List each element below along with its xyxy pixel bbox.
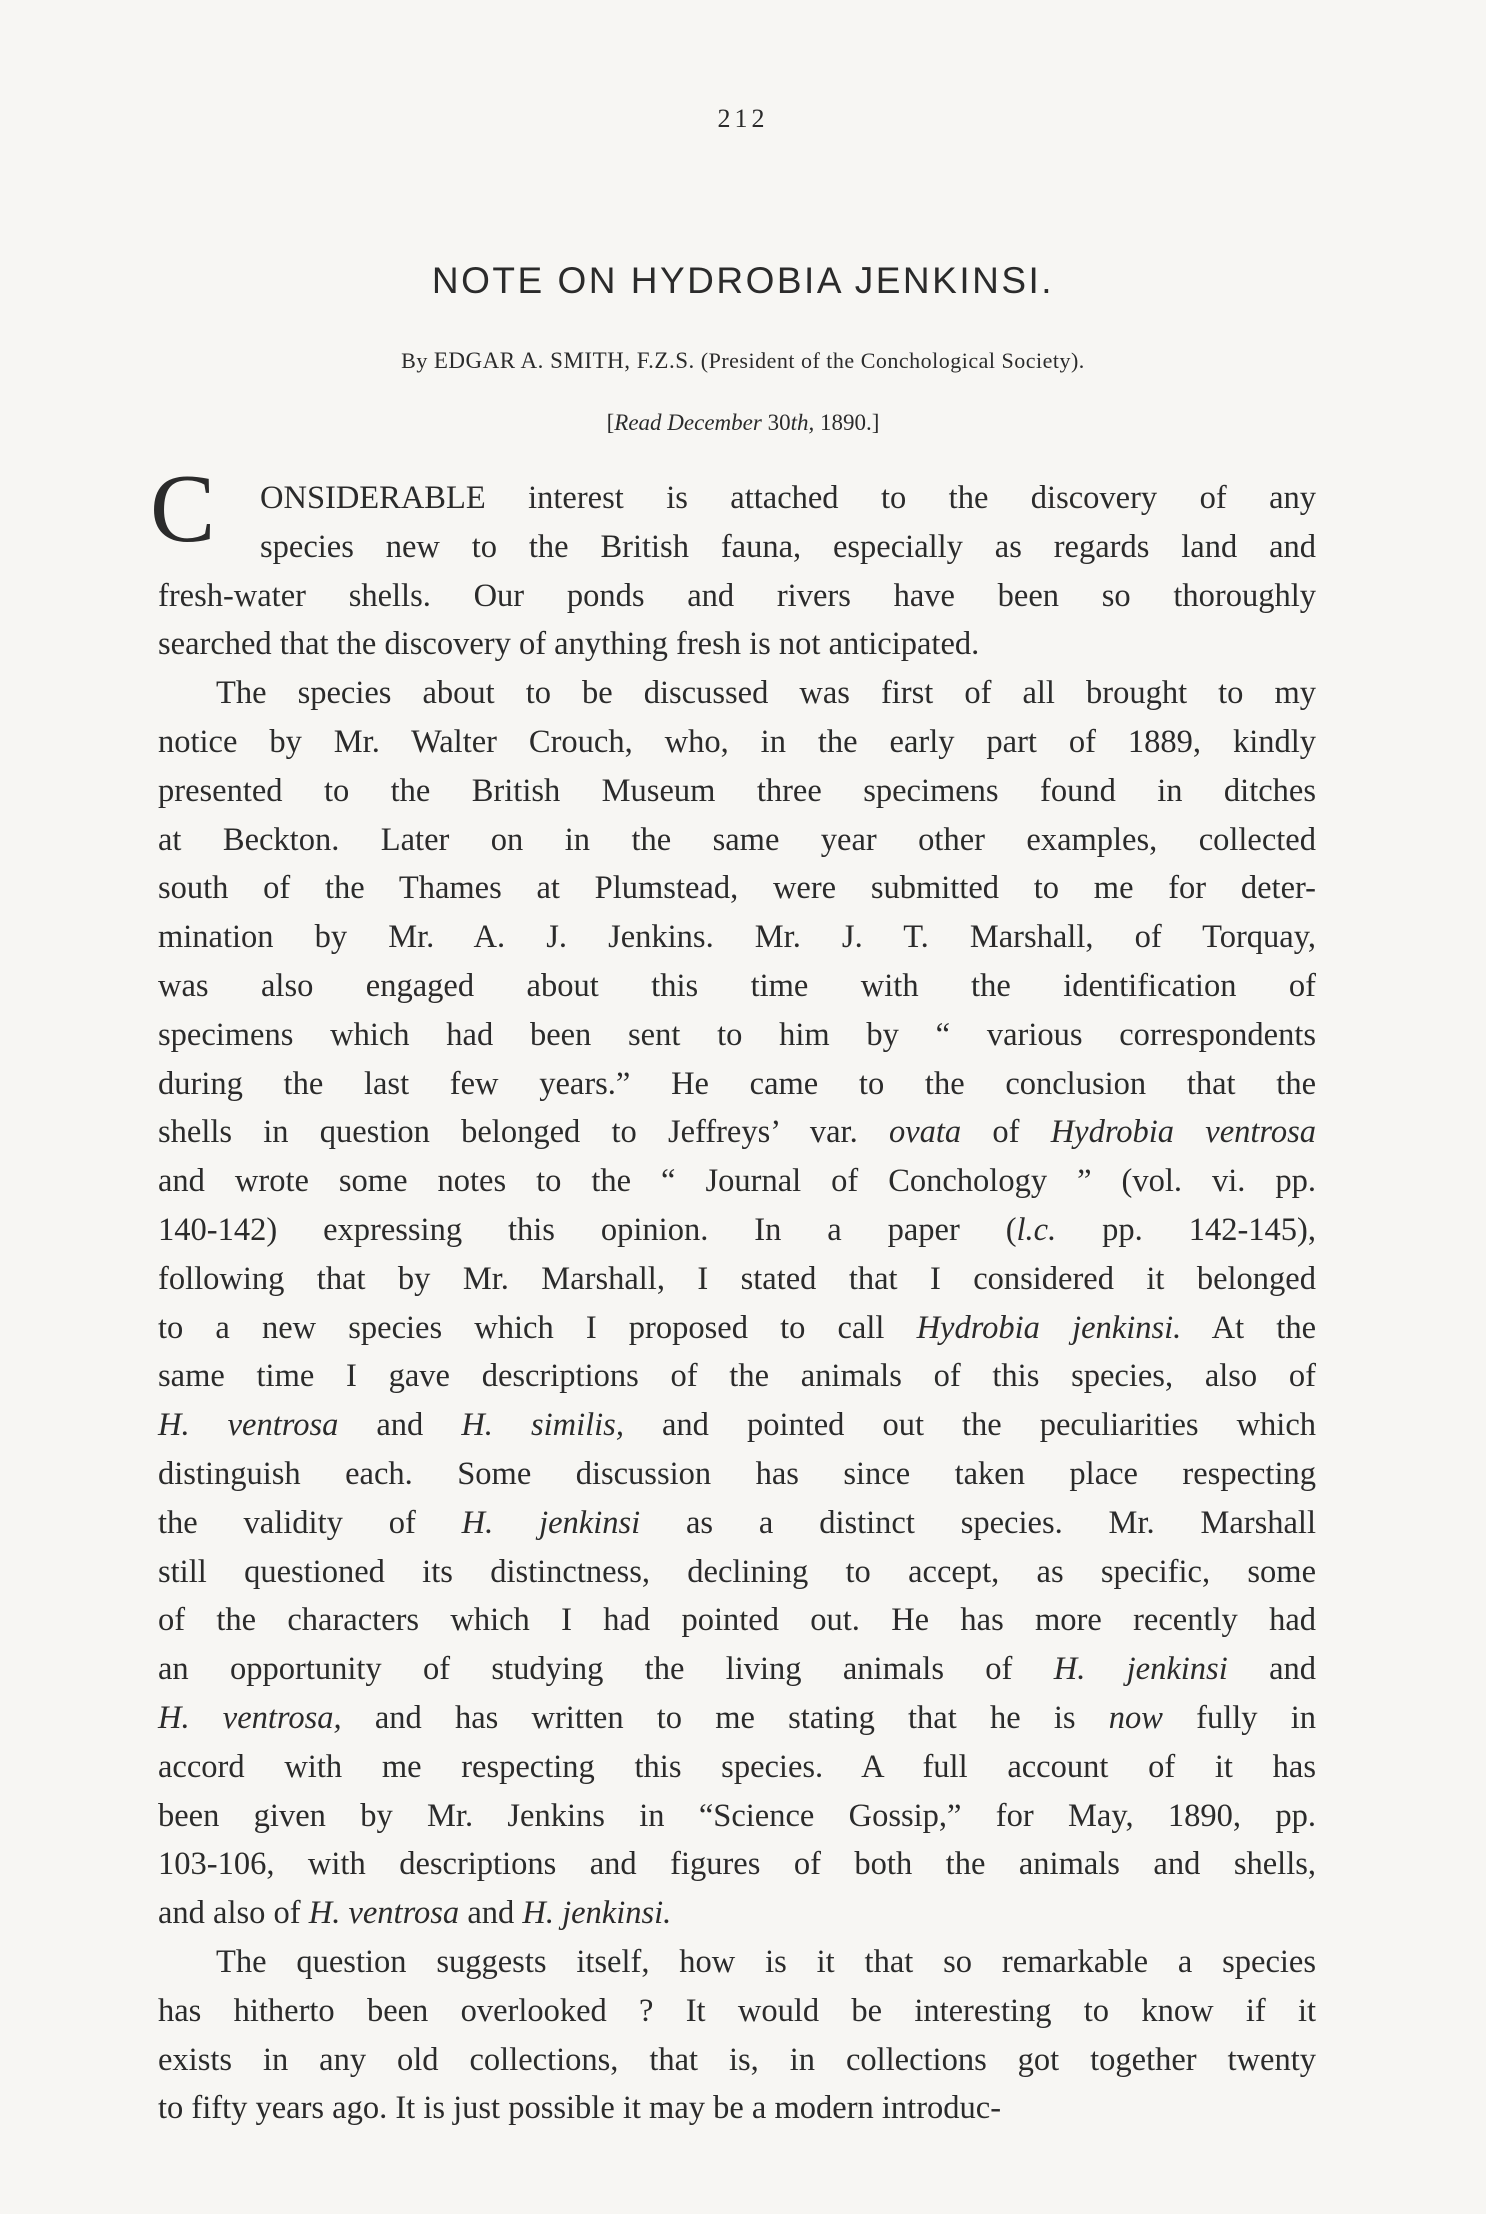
text-segment: ONSIDERABLE interest is attached to the discovery of any xyxy=(260,480,1316,516)
text-line xyxy=(158,669,1316,718)
text-line xyxy=(158,1548,1316,1597)
text-segment: shells in question belonged to Jeffreys’ var. xyxy=(158,1114,889,1151)
text-segment: and also of xyxy=(158,1895,309,1932)
text-line xyxy=(158,1206,1316,1255)
text-segment: was also engaged about this time with the identification of xyxy=(158,967,1316,1004)
text-segment: 103-106, with descriptions and figures of both the animals and shells, xyxy=(158,1846,1316,1883)
read-day-number: 30 xyxy=(761,410,791,435)
read-year: 1890.] xyxy=(814,410,880,435)
text-line xyxy=(158,572,1316,621)
text-line xyxy=(158,2084,1316,2133)
text-segment: south of the Thames at Plumstead, were submitted to me for deter- xyxy=(158,870,1316,907)
text-segment: species new to the British fauna, especially as regards land and xyxy=(260,528,1316,565)
text-segment: to fifty years ago. It is just possible it may be a modern introduc- xyxy=(158,2090,1002,2127)
text-segment: at Beckton. Later on in the same year other examples, collected xyxy=(158,821,1316,858)
text-segment: At the xyxy=(1181,1309,1316,1346)
text-segment: presented to the British Museum three specimens found in ditches xyxy=(158,772,1316,809)
italic-text: H. similis, xyxy=(461,1407,624,1444)
text-line xyxy=(158,864,1316,913)
text-segment: an opportunity of studying the living animals of xyxy=(158,1651,1054,1688)
text-line xyxy=(158,962,1316,1011)
text-segment: 140-142) expressing this opinion. In a paper ( xyxy=(158,1211,1017,1248)
byline xyxy=(0,348,1486,374)
text-segment: accord with me respecting this species. A full account of it has xyxy=(158,1748,1316,1785)
text-line xyxy=(158,1743,1316,1792)
read-open-bracket: [ xyxy=(606,410,615,435)
text-line xyxy=(158,1352,1316,1401)
drop-cap: C xyxy=(150,455,216,563)
text-segment: still questioned its distinctness, declining to accept, as specific, some xyxy=(158,1553,1316,1590)
author-name: EDGAR A. SMITH, F.Z.S. xyxy=(433,348,695,373)
text-segment: following that by Mr. Marshall, I stated that I considered it belonged xyxy=(158,1260,1316,1297)
text-line xyxy=(158,474,1316,523)
text-line xyxy=(158,1450,1316,1499)
text-line xyxy=(158,1645,1316,1694)
page-number: 212 xyxy=(717,104,769,133)
italic-text: Hydrobia ventrosa xyxy=(1050,1114,1316,1151)
text-line xyxy=(158,1987,1316,2036)
italic-text: Hydrobia jenkinsi. xyxy=(916,1309,1182,1346)
text-segment: and has written to me stating that he is xyxy=(341,1699,1109,1736)
text-segment: pp. 142-145), xyxy=(1056,1211,1316,1248)
text-segment: distinguish each. Some discussion has since taken place respecting xyxy=(158,1455,1316,1492)
text-line xyxy=(158,1499,1316,1548)
text-segment: specimens which had been sent to him by “ various correspondents xyxy=(158,1016,1316,1053)
text-segment: been given by Mr. Jenkins in “Science Gossip,” for May, 1890, pp. xyxy=(158,1797,1316,1834)
paragraph xyxy=(150,455,1316,669)
text-segment: as a distinct species. Mr. Marshall xyxy=(640,1504,1316,1541)
text-line xyxy=(158,1938,1316,1987)
text-line xyxy=(158,718,1316,767)
text-line xyxy=(158,1840,1316,1889)
paragraph xyxy=(158,1938,1316,2133)
read-label: Read December xyxy=(614,410,762,435)
italic-text: H. jenkinsi xyxy=(1053,1651,1228,1688)
text-line xyxy=(158,1060,1316,1109)
text-line xyxy=(158,2036,1316,2085)
text-segment: notice by Mr. Walter Crouch, who, in the early part of 1889, kindly xyxy=(158,723,1316,760)
text-line xyxy=(158,816,1316,865)
italic-text: H. ventrosa xyxy=(158,1407,339,1444)
text-segment: and xyxy=(1227,1651,1316,1688)
text-segment: exists in any old collections, that is, in collections got together twenty xyxy=(158,2041,1316,2078)
text-segment: during the last few years.” He came to the conclusion that the xyxy=(158,1065,1316,1102)
text-line xyxy=(158,1304,1316,1353)
paragraph xyxy=(158,669,1316,1938)
text-segment: of xyxy=(961,1114,1051,1151)
text-line xyxy=(158,1792,1316,1841)
text-segment: fully in xyxy=(1162,1699,1316,1736)
byline-prefix: By xyxy=(401,348,434,373)
italic-text: H. ventrosa, xyxy=(158,1699,342,1736)
text-segment: and xyxy=(459,1895,523,1932)
article-title: NOTE ON HYDROBIA JENKINSI. xyxy=(431,260,1055,301)
text-line xyxy=(158,1108,1316,1157)
text-segment: the validity of xyxy=(158,1504,462,1541)
italic-text: H. jenkinsi. xyxy=(522,1895,672,1932)
author-affiliation: (President of the Conchological Society). xyxy=(694,348,1085,373)
italic-text: ovata xyxy=(888,1114,962,1151)
text-line xyxy=(158,1157,1316,1206)
text-segment: and wrote some notes to the “ Journal of Conchology ” (vol. vi. pp. xyxy=(158,1163,1316,1200)
text-line xyxy=(158,1889,1316,1938)
text-line xyxy=(158,1694,1316,1743)
text-line xyxy=(158,1011,1316,1060)
italic-text: now xyxy=(1108,1699,1163,1736)
text-line xyxy=(158,523,1316,572)
text-line xyxy=(158,1596,1316,1645)
italic-text: l.c. xyxy=(1016,1211,1057,1248)
text-segment: searched that the discovery of anything fresh is not anticipated. xyxy=(158,626,980,663)
text-segment: has hitherto been overlooked ? It would be interesting to know if it xyxy=(158,1992,1316,2029)
text-segment: of the characters which I had pointed out. He has more recently had xyxy=(158,1602,1316,1639)
text-segment: same time I gave descriptions of the animals of this species, also of xyxy=(158,1358,1316,1395)
italic-text: H. ventrosa xyxy=(308,1895,460,1932)
text-line xyxy=(158,620,1316,669)
read-day-suffix: th, xyxy=(790,410,815,435)
text-segment: The question suggests itself, how is it that so remarkable a species xyxy=(216,1943,1316,1980)
text-line xyxy=(158,913,1316,962)
article-body xyxy=(150,455,1316,2133)
text-segment: and xyxy=(338,1407,462,1444)
text-segment: mination by Mr. A. J. Jenkins. Mr. J. T. Marshall, of Torquay, xyxy=(158,919,1316,956)
read-date-line xyxy=(0,410,1486,436)
italic-text: H. jenkinsi xyxy=(461,1504,641,1541)
text-segment: fresh-water shells. Our ponds and rivers have been so thoroughly xyxy=(158,577,1316,614)
text-line xyxy=(158,1401,1316,1450)
text-line xyxy=(158,1255,1316,1304)
text-line xyxy=(158,767,1316,816)
text-segment: to a new species which I proposed to call xyxy=(158,1309,917,1346)
text-segment: and pointed out the peculiarities which xyxy=(623,1407,1316,1444)
text-segment: The species about to be discussed was first of all brought to my xyxy=(216,675,1316,712)
